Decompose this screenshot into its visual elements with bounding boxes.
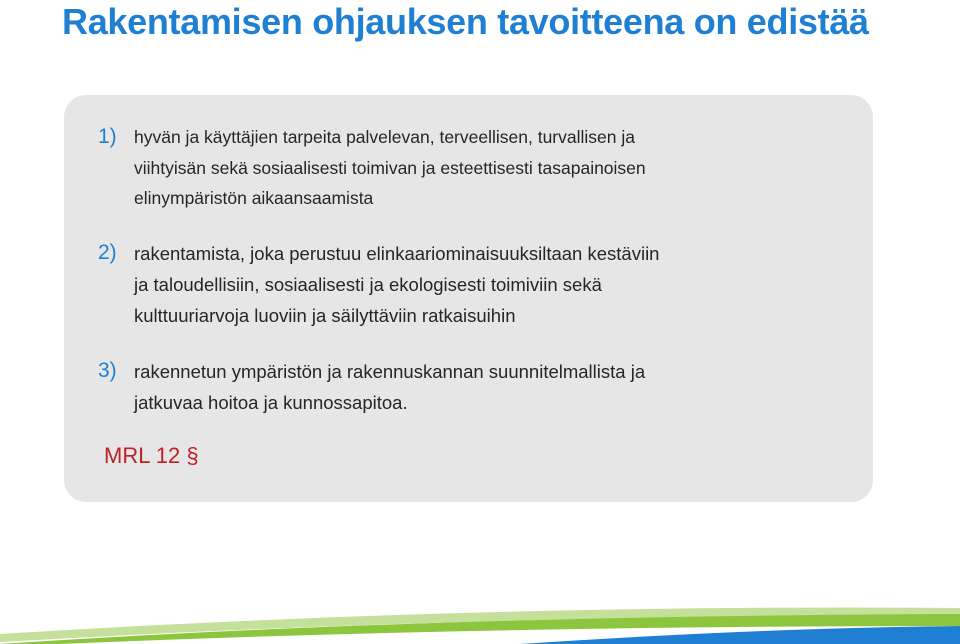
list-item-number: 2) <box>98 241 117 264</box>
list-item-number: 3) <box>98 359 117 382</box>
text-line: viihtyisän sekä sosiaalisesti toimivan ja esteettisesti tasapainoisen <box>134 157 646 178</box>
bottom-stripes-decoration <box>0 564 960 644</box>
list-item-text <box>134 356 833 418</box>
list-item-2 <box>98 238 833 331</box>
text-line: hyvän ja käyttäjien tarpeita palvelevan, terveellisen, turvallisen ja <box>134 127 635 147</box>
list-item-3 <box>98 356 833 418</box>
text-line: jatkuvaa hoitoa ja kunnossapitoa. <box>134 392 408 413</box>
content-box <box>64 95 873 502</box>
text-line: rakennetun ympäristön ja rakennuskannan suunnitelmallista ja <box>134 361 646 382</box>
list-item-1 <box>98 122 833 214</box>
text-line: kulttuuriarvoja luoviin ja säilyttäviin ratkaisuihin <box>134 305 516 326</box>
list-item-text <box>134 122 833 214</box>
text-line: elinympäristön aikaansaamista <box>134 188 374 208</box>
law-reference: MRL 12 § <box>104 443 199 468</box>
text-line: rakentamista, joka perustuu elinkaariominaisuuksiltaan kestäviin <box>134 243 660 264</box>
text-line: ja taloudellisiin, sosiaalisesti ja ekologisesti toimiviin sekä <box>134 274 602 295</box>
slide-title: Rakentamisen ohjauksen tavoitteena on edistää <box>62 1 869 42</box>
list-item-number: 1) <box>98 125 117 148</box>
list-item-text <box>134 238 833 331</box>
